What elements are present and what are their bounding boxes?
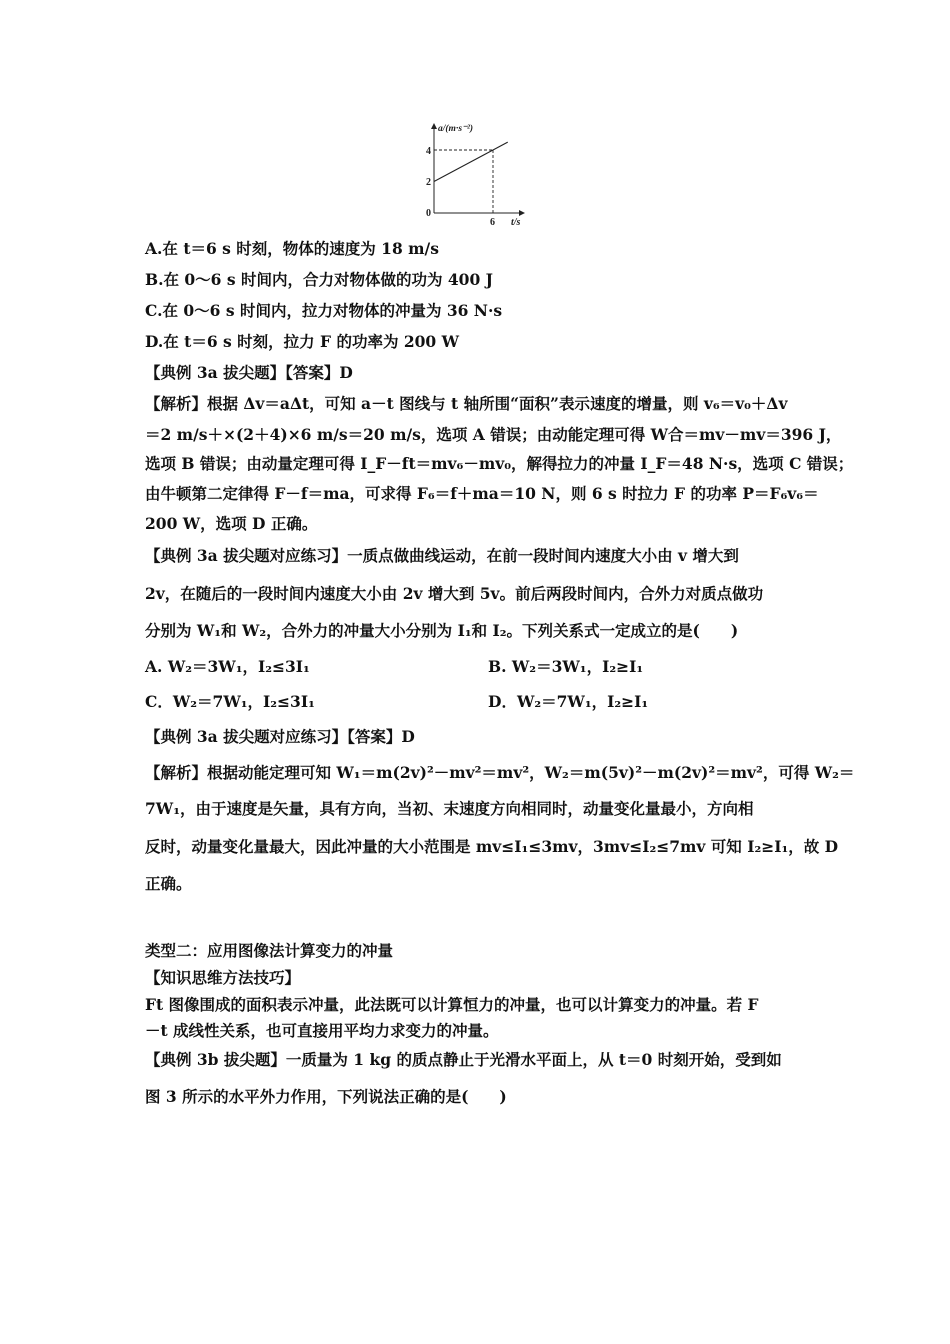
option-d: D.在 t＝6 s 时刻，拉力 F 的功率为 200 W <box>145 332 459 351</box>
section-title-type-2: 类型二：应用图像法计算变力的冲量 <box>145 941 394 960</box>
y-axis-arrow <box>431 123 437 129</box>
x-axis-arrow <box>519 210 525 216</box>
practice-option-d: D．W₂＝7W₁，I₂≥I₁ <box>488 692 649 711</box>
y-axis-label: a/(m·s⁻²) <box>438 124 474 134</box>
series-line <box>434 142 508 181</box>
practice-answer-heading: 【典例 3a 拔尖题对应练习】【答案】D <box>145 727 415 746</box>
practice-analysis-line-2: 7W₁，由于速度是矢量，具有方向，当初、末速度方向相同时，动量变化量最小，方向相 <box>145 799 754 818</box>
analysis-line-4: 由牛顿第二定律得 F－f＝ma，可求得 F₆＝f＋ma＝10 N，则 6 s 时拉力 F 的功率 P＝F₆v₆＝ <box>145 484 819 503</box>
practice-question-line-3: 分别为 W₁和 W₂，合外力的冲量大小分别为 I₁和 I₂。下列关系式一定成立的是( ) <box>145 621 739 640</box>
analysis-line-5: 200 W，选项 D 正确。 <box>145 514 318 533</box>
x-axis-label: t/s <box>511 217 521 228</box>
y-tick-4: 4 <box>426 146 431 157</box>
practice-analysis-line-3: 反时，动量变化量最大，因此冲量的大小范围是 mv≤I₁≤3mv，3mv≤I₂≤7mv 可知 I₂≥I₁，故 D <box>145 837 839 856</box>
answer-heading-3a: 【典例 3a 拔尖题】【答案】D <box>145 363 353 382</box>
method-text-line-1: Ft 图像围成的面积表示冲量，此法既可以计算恒力的冲量，也可以计算变力的冲量。若 F <box>145 995 759 1014</box>
x-tick-6: 6 <box>490 217 495 228</box>
option-b: B.在 0～6 s 时间内，合力对物体做的功为 400 J <box>145 270 493 289</box>
analysis-line-1: 【解析】根据 Δv＝aΔt，可知 a－t 图线与 t 轴所围“面积”表示速度的增量，则 v₆＝v₀＋Δv <box>145 394 788 413</box>
analysis-line-2: ＝2 m/s＋×(2＋4)×6 m/s＝20 m/s，选项 A 错误；由动能定理可得 W合＝mv－mv＝396 J， <box>145 425 842 444</box>
question-3b-line-2: 图 3 所示的水平外力作用，下列说法正确的是( ) <box>145 1087 507 1106</box>
practice-analysis-line-4: 正确。 <box>145 874 192 893</box>
option-c: C.在 0～6 s 时间内，拉力对物体的冲量为 36 N·s <box>145 301 503 320</box>
practice-question-line-2: 2v，在随后的一段时间内速度大小由 2v 增大到 5v。前后两段时间内，合外力对质点做功 <box>145 584 764 603</box>
question-3b-line-1: 【典例 3b 拔尖题】一质量为 1 kg 的质点静止于光滑水平面上，从 t＝0 时刻开始，受到如 <box>145 1050 782 1069</box>
option-a: A.在 t＝6 s 时刻，物体的速度为 18 m/s <box>145 239 439 258</box>
practice-option-b: B. W₂＝3W₁，I₂≥I₁ <box>488 657 644 676</box>
method-text-line-2: －t 成线性关系，也可直接用平均力求变力的冲量。 <box>145 1021 499 1040</box>
axes <box>431 123 525 216</box>
practice-option-c: C．W₂＝7W₁，I₂≤3I₁ <box>145 692 315 711</box>
acceleration-time-graph <box>410 118 540 230</box>
method-heading: 【知识思维方法技巧】 <box>145 968 301 987</box>
origin-label: 0 <box>426 208 431 219</box>
analysis-line-3: 选项 B 错误；由动量定理可得 I_F－ft＝mv₆－mv₀，解得拉力的冲量 I_F＝48 N·s，选项 C 错误； <box>145 454 854 473</box>
practice-option-a: A. W₂＝3W₁，I₂≤3I₁ <box>145 657 310 676</box>
y-tick-2: 2 <box>426 177 431 188</box>
practice-question-line-1: 【典例 3a 拔尖题对应练习】一质点做曲线运动，在前一段时间内速度大小由 v 增大到 <box>145 546 739 565</box>
practice-analysis-line-1: 【解析】根据动能定理可知 W₁＝m(2v)²－mv²＝mv²，W₂＝m(5v)²－m(2v)²＝mv²，可得 W₂＝ <box>145 763 855 782</box>
